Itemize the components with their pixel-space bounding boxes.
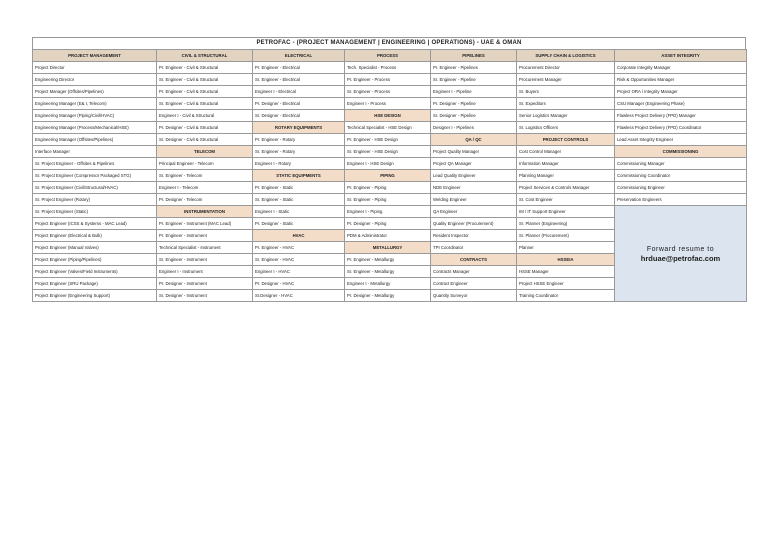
job-title-cell: TPI Coordinator	[431, 242, 517, 254]
column-header: SUPPLY CHAIN & LOGISTICS	[517, 50, 615, 62]
job-title-cell: Pr. Designer - Metallurgy	[345, 290, 431, 302]
job-title-cell: Pr. Engineer - Instrument (MAC Lead)	[157, 218, 253, 230]
job-title-cell: NDE Engineer	[431, 182, 517, 194]
job-title-cell: Project Engineer (ICSS & Systems - MAC Lead)	[33, 218, 157, 230]
job-title-cell: Project Services & Controls Manager	[517, 182, 615, 194]
section-header: INSTRUMENTATION	[157, 206, 253, 218]
job-title-cell: Designer I - Pipelines	[431, 122, 517, 134]
job-title-cell: Engineer I - Instrument	[157, 266, 253, 278]
section-header: TELECOM	[157, 146, 253, 158]
job-title-cell: Pr. Designer - HVAC	[253, 278, 345, 290]
job-title-cell: Corporate Integrity Manager	[615, 62, 747, 74]
job-title-cell: Pr. Designer - Civil & Structural	[157, 122, 253, 134]
job-title-cell: Engineering Manager (Piping/Civil/HVAC)	[33, 110, 157, 122]
job-title-cell: Engineer I - Process	[345, 98, 431, 110]
job-title-cell: Risk & Opportunities Manager	[615, 74, 747, 86]
job-title-cell: Interface Manager	[33, 146, 157, 158]
job-title-cell: Sr. Buyers	[517, 86, 615, 98]
sheet-title: PETROFAC - (PROJECT MANAGEMENT | ENGINEERING | OPERATIONS) - UAE & OMAN	[32, 37, 746, 49]
job-title-cell: Engineer I - Pipeline	[431, 86, 517, 98]
job-title-cell: Pr. Engineer - Rotary	[253, 134, 345, 146]
job-title-cell: Tech. Specialist - Process	[345, 62, 431, 74]
job-title-cell: Cost Control Manager	[517, 146, 615, 158]
job-title-cell: Sr. Project Engineer (Compressor Packaged STG)	[33, 170, 157, 182]
job-title-cell: Training Coordinator	[517, 290, 615, 302]
table-row	[33, 62, 747, 74]
job-title-cell: Engineering Manager (E& I, Telecom)	[33, 98, 157, 110]
job-title-cell: Sr. Engineer - HSE Design	[345, 146, 431, 158]
job-title-cell: Sr. Logistics Officers	[517, 122, 615, 134]
job-title-cell: Flawless Project Delivery (FPD) Coordinator	[615, 122, 747, 134]
job-title-cell: Pr. Engineer - HSE Design	[345, 134, 431, 146]
job-title-cell: Sr. Engineer - Pipeline	[431, 74, 517, 86]
job-title-cell: Contracts Manager	[431, 266, 517, 278]
job-title-cell: Sr. Engineer - Telecom	[157, 170, 253, 182]
job-title-cell: Lead Quality Engineer	[431, 170, 517, 182]
job-title-cell: Sr. Expeditors	[517, 98, 615, 110]
job-title-cell: Sr. Project Engineer - Offsites & Pipelines	[33, 158, 157, 170]
job-title-cell: PDM & Administrator	[345, 230, 431, 242]
job-title-cell: Pr. Designer - Telecom	[157, 194, 253, 206]
job-title-cell: Pr. Engineer - Electrical	[253, 62, 345, 74]
job-title-cell: Project Engineer (Manual Valves)	[33, 242, 157, 254]
job-title-cell: Pr. Designer - Instrument	[157, 278, 253, 290]
job-title-cell: Contract Engineer	[431, 278, 517, 290]
job-title-cell: Pr. Designer - Static	[253, 218, 345, 230]
job-title-cell: Quantity Surveyor	[431, 290, 517, 302]
forward-resume-box	[615, 206, 747, 302]
job-title-cell: Commissioning Coordinator	[615, 170, 747, 182]
job-title-cell: Pr. Engineer - Static	[253, 182, 345, 194]
job-title-cell: Sr. Engineer - Civil & Structural	[157, 74, 253, 86]
job-title-cell: Information Manager	[517, 158, 615, 170]
job-title-cell: Lead Asset Integrity Engineer	[615, 134, 747, 146]
job-title-cell: Project Engineer (Valves/Field Instruments)	[33, 266, 157, 278]
job-title-cell: Engineer I - Civil & Structural	[157, 110, 253, 122]
job-title-cell: Project Manager (Offsites/Pipelines)	[33, 86, 157, 98]
section-header: ROTARY EQUIPMENTS	[253, 122, 345, 134]
section-header: METALLURGY	[345, 242, 431, 254]
job-title-cell: Sr. Engineer - Instrument	[157, 254, 253, 266]
table-row	[33, 74, 747, 86]
job-title-cell: Pr. Engineer - HVAC	[253, 242, 345, 254]
job-title-cell: Sr. Engineer - Electrical	[253, 74, 345, 86]
section-header: HSSEIA	[517, 254, 615, 266]
table-row	[33, 146, 747, 158]
table-row	[33, 134, 747, 146]
job-title-cell: Pr. Engineer - Piping	[345, 182, 431, 194]
section-header: QA / QC	[431, 134, 517, 146]
job-title-cell: Planner	[517, 242, 615, 254]
job-title-cell: QA Engineer	[431, 206, 517, 218]
job-title-cell: Senior Logistics Manager	[517, 110, 615, 122]
job-title-cell: Engineering Manager (Process/Mechanical/HSE)	[33, 122, 157, 134]
column-header: PROJECT MANAGEMENT	[33, 50, 157, 62]
job-listing-sheet	[32, 37, 746, 302]
column-header: PIPELINES	[431, 50, 517, 62]
job-title-cell: Sr. Designer - Pipeline	[431, 110, 517, 122]
job-title-cell: Engineering Director	[33, 74, 157, 86]
job-title-cell: Engineer I - Piping	[345, 206, 431, 218]
table-row	[33, 110, 747, 122]
job-title-cell: Procurement Director	[517, 62, 615, 74]
job-title-cell: Flawless Project Delivery (FPD) Manager	[615, 110, 747, 122]
section-header: STATIC EQUIPMENTS	[253, 170, 345, 182]
section-header: COMMISSIONING	[615, 146, 747, 158]
job-title-cell: Project ORA / Integrity Manager	[615, 86, 747, 98]
job-title-cell: Engineer I - HVAC	[253, 266, 345, 278]
job-title-cell: Engineer I - Telecom	[157, 182, 253, 194]
job-title-cell: Sr. Engineer - Piping	[345, 194, 431, 206]
job-title-cell: Pr. Engineer - Metallurgy	[345, 254, 431, 266]
table-row	[33, 122, 747, 134]
section-header: PIPING	[345, 170, 431, 182]
header-row	[33, 50, 747, 62]
column-header: CIVIL & STRUCTURAL	[157, 50, 253, 62]
job-title-cell: Engineer I - Metallurgy	[345, 278, 431, 290]
job-title-cell: Sr. Designer - Instrument	[157, 290, 253, 302]
job-title-cell: Pr. Engineer - Civil & Structural	[157, 62, 253, 74]
job-title-cell: Sr. Engineer - Process	[345, 86, 431, 98]
job-title-cell: Project Engineer (Electrical & Bulk)	[33, 230, 157, 242]
job-title-cell: Sr. Project Engineer (Civil/Structural/HVAC)	[33, 182, 157, 194]
job-title-cell: Project Engineer (Engineering Support)	[33, 290, 157, 302]
jobs-table	[32, 49, 747, 302]
job-title-cell: Project Director	[33, 62, 157, 74]
table-row	[33, 194, 747, 206]
job-title-cell: Sr. Engineer - Rotary	[253, 146, 345, 158]
job-title-cell: Pr. Engineer - Pipelines	[431, 62, 517, 74]
job-title-cell: Sr. Planner (Engineering)	[517, 218, 615, 230]
job-title-cell: Quality Engineer (Procurement)	[431, 218, 517, 230]
job-title-cell: CSU Manager (Engineering Phase)	[615, 98, 747, 110]
job-title-cell: Engineer I - Rotary	[253, 158, 345, 170]
job-title-cell: Sr. Planner (Procurement)	[517, 230, 615, 242]
job-title-cell: Sr. Engineer - Metallurgy	[345, 266, 431, 278]
job-title-cell: Sr. Engineer - Civil & Structural	[157, 98, 253, 110]
section-header: HSE DESIGN	[345, 110, 431, 122]
table-row	[33, 86, 747, 98]
forward-label: Forward resume to	[646, 245, 715, 253]
table-row	[33, 206, 747, 218]
section-header: HVAC	[253, 230, 345, 242]
table-row	[33, 182, 747, 194]
job-title-cell: Commissioning Manager	[615, 158, 747, 170]
job-title-cell: Procurement Manager	[517, 74, 615, 86]
job-title-cell: Engineer I - Electrical	[253, 86, 345, 98]
job-title-cell: Technical Specialist - Instrument	[157, 242, 253, 254]
column-header: ELECTRICAL	[253, 50, 345, 62]
column-header: ASSET INTEGRITY	[615, 50, 747, 62]
job-title-cell: Sr. Engineer - HVAC	[253, 254, 345, 266]
job-title-cell: Sr. Designer - Civil & Structural	[157, 134, 253, 146]
column-header: PROCESS	[345, 50, 431, 62]
forward-email[interactable]: hrduae@petrofac.com	[640, 253, 721, 263]
job-title-cell: Pr. Engineer - Civil & Structural	[157, 86, 253, 98]
table-row	[33, 170, 747, 182]
job-title-cell: Planning Manager	[517, 170, 615, 182]
job-title-cell: Sr. Project Engineer (Rotary)	[33, 194, 157, 206]
job-title-cell: Resident Inspector	[431, 230, 517, 242]
table-row	[33, 158, 747, 170]
job-title-cell: Commissioning Engineer	[615, 182, 747, 194]
job-title-cell: Sr. Engineer - Static	[253, 194, 345, 206]
job-title-cell: Pr. Designer - Electrical	[253, 98, 345, 110]
job-title-cell: IM / IT Support Engineer	[517, 206, 615, 218]
job-title-cell: Pr. Engineer - Process	[345, 74, 431, 86]
job-title-cell: Engineering Manager (Offsites/Pipelines)	[33, 134, 157, 146]
job-title-cell: Sr. Project Engineer (Static)	[33, 206, 157, 218]
job-title-cell: Sr.Designer - HVAC	[253, 290, 345, 302]
job-title-cell: Project HSSE Engineer	[517, 278, 615, 290]
job-title-cell: Sr. Cost Engineer	[517, 194, 615, 206]
job-title-cell: Technical Specialist - HSE Design	[345, 122, 431, 134]
job-title-cell: Project QA Manager	[431, 158, 517, 170]
job-title-cell: Principal Engineer - Telecom	[157, 158, 253, 170]
job-title-cell: Pr. Engineer - Instrument	[157, 230, 253, 242]
job-title-cell: Project Engineer (SRU Package)	[33, 278, 157, 290]
job-title-cell: Sr. Designer - Electrical	[253, 110, 345, 122]
job-title-cell: HSSE Manager	[517, 266, 615, 278]
section-header: PROJECT CONTROLS	[517, 134, 615, 146]
job-title-cell: Engineer I - Static	[253, 206, 345, 218]
job-title-cell: Pr. Designer - Pipeline	[431, 98, 517, 110]
job-title-cell: Pr. Designer - Piping	[345, 218, 431, 230]
job-title-cell: Project Engineer (Piping/Pipelines)	[33, 254, 157, 266]
job-title-cell: Engineer I - HSE Design	[345, 158, 431, 170]
table-row	[33, 98, 747, 110]
job-title-cell: Welding Engineer	[431, 194, 517, 206]
job-title-cell: Project Quality Manager	[431, 146, 517, 158]
section-header: CONTRACTS	[431, 254, 517, 266]
job-title-cell: Preservation Engineers	[615, 194, 747, 206]
